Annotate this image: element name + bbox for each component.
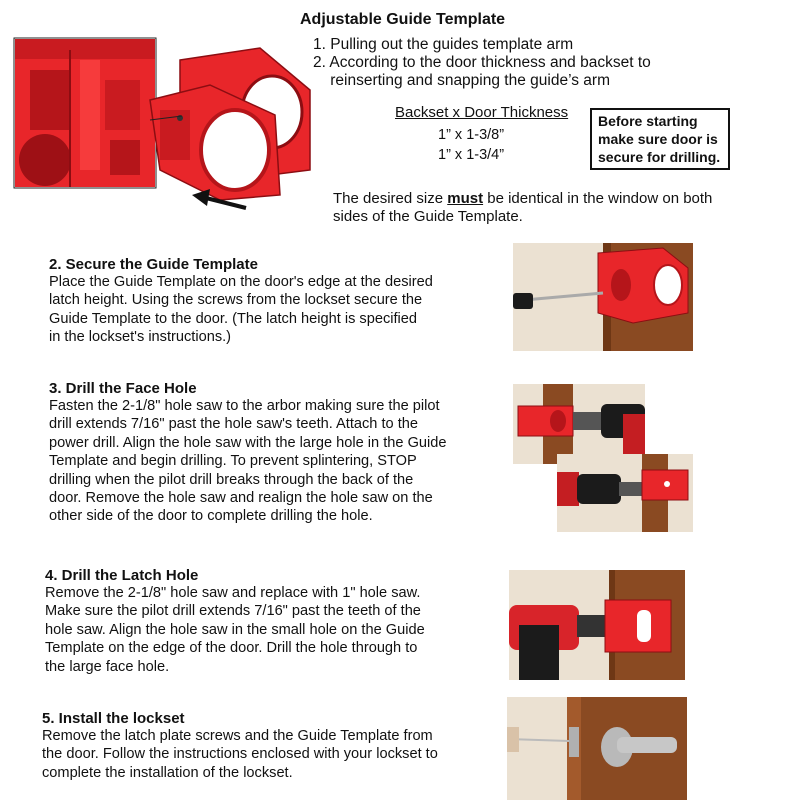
size-table-row: 1” x 1-3/4” [438, 147, 505, 163]
section-text: Template and begin drilling. To prevent splintering, STOP [49, 453, 417, 470]
section-drill-face-hole [49, 380, 499, 526]
section-text: power drill. Align the hole saw with the large hole in the Guide [49, 434, 447, 451]
section-text: Template on the edge of the door. Drill the hole through to [45, 640, 418, 657]
section-secure-template [49, 256, 489, 347]
size-table-row: 1” x 1-3/8” [438, 127, 505, 143]
section-heading: 3. Drill the Face Hole [49, 380, 197, 397]
section-text: the door. Follow the instructions enclosed with your lockset to [42, 746, 438, 763]
section-text: door. Remove the hole saw and realign the hole saw on the [49, 490, 433, 507]
adjust-steps [313, 36, 651, 90]
warning-box [590, 108, 730, 170]
section-text: Remove the latch plate screws and the Guide Template from [42, 728, 433, 744]
section-text: hole saw. Align the hole saw in the small hole on the Guide [45, 621, 425, 638]
section-text: in the lockset's instructions.) [49, 329, 232, 346]
guide-template-drawing [10, 30, 320, 220]
page-title: Adjustable Guide Template [300, 11, 506, 28]
section-text: latch height. Using the screws from the lockset secure the [49, 292, 423, 309]
photo-drill-latch [509, 570, 685, 680]
warning-line: secure for drilling. [598, 149, 721, 165]
section-text: drill extends 7/16" past the hole saw's teeth. Attach to the [49, 416, 418, 433]
section-text: Make sure the pilot drill extends 7/16" past the teeth of the [45, 603, 421, 620]
photo-secure-template [513, 243, 693, 351]
section-text: Fasten the 2-1/8" hole saw to the arbor making sure the pilot [49, 398, 440, 414]
section-text: drilling when the pilot drill breaks through the back of the [49, 471, 414, 488]
section-text: Remove the 2-1/8" hole saw and replace with 1" hole saw. [45, 585, 421, 601]
guide-template-illustration [10, 30, 320, 220]
note-text: The desired size [333, 190, 448, 207]
warning-line: make sure door is [598, 131, 718, 147]
section-heading: 5. Install the lockset [42, 710, 185, 727]
inset-closeup [15, 39, 155, 187]
section-drill-latch-hole [45, 567, 485, 676]
section-text: the large face hole. [45, 658, 170, 675]
section-heading: 2. Secure the Guide Template [49, 256, 258, 273]
section-text: Guide Template to the door. (The latch height is specified [49, 310, 418, 327]
note-emphasis: must [447, 190, 484, 207]
section-install-lockset [42, 710, 502, 782]
adjust-step: 1. Pulling out the guides template arm [313, 36, 574, 53]
section-heading: 4. Drill the Latch Hole [45, 567, 199, 584]
size-note [333, 190, 773, 226]
adjust-step: 2. According to the door thickness and backset to [313, 54, 651, 71]
photo-drill-face-2 [557, 454, 693, 532]
size-table-header: Backset x Door Thickness [395, 104, 569, 121]
adjust-step: reinserting and snapping the guide’s arm [313, 72, 610, 89]
note-text: sides of the Guide Template. [333, 208, 523, 225]
note-text: be identical in the window on both [483, 190, 713, 207]
photo-install-lockset [507, 697, 687, 800]
section-text: Place the Guide Template on the door's edge at the desired [49, 274, 433, 290]
photo-drill-face-1 [513, 384, 645, 464]
section-text: other side of the door to complete drilling the hole. [49, 508, 373, 525]
section-text: complete the installation of the lockset. [42, 764, 293, 781]
warning-line: Before starting [598, 113, 698, 129]
